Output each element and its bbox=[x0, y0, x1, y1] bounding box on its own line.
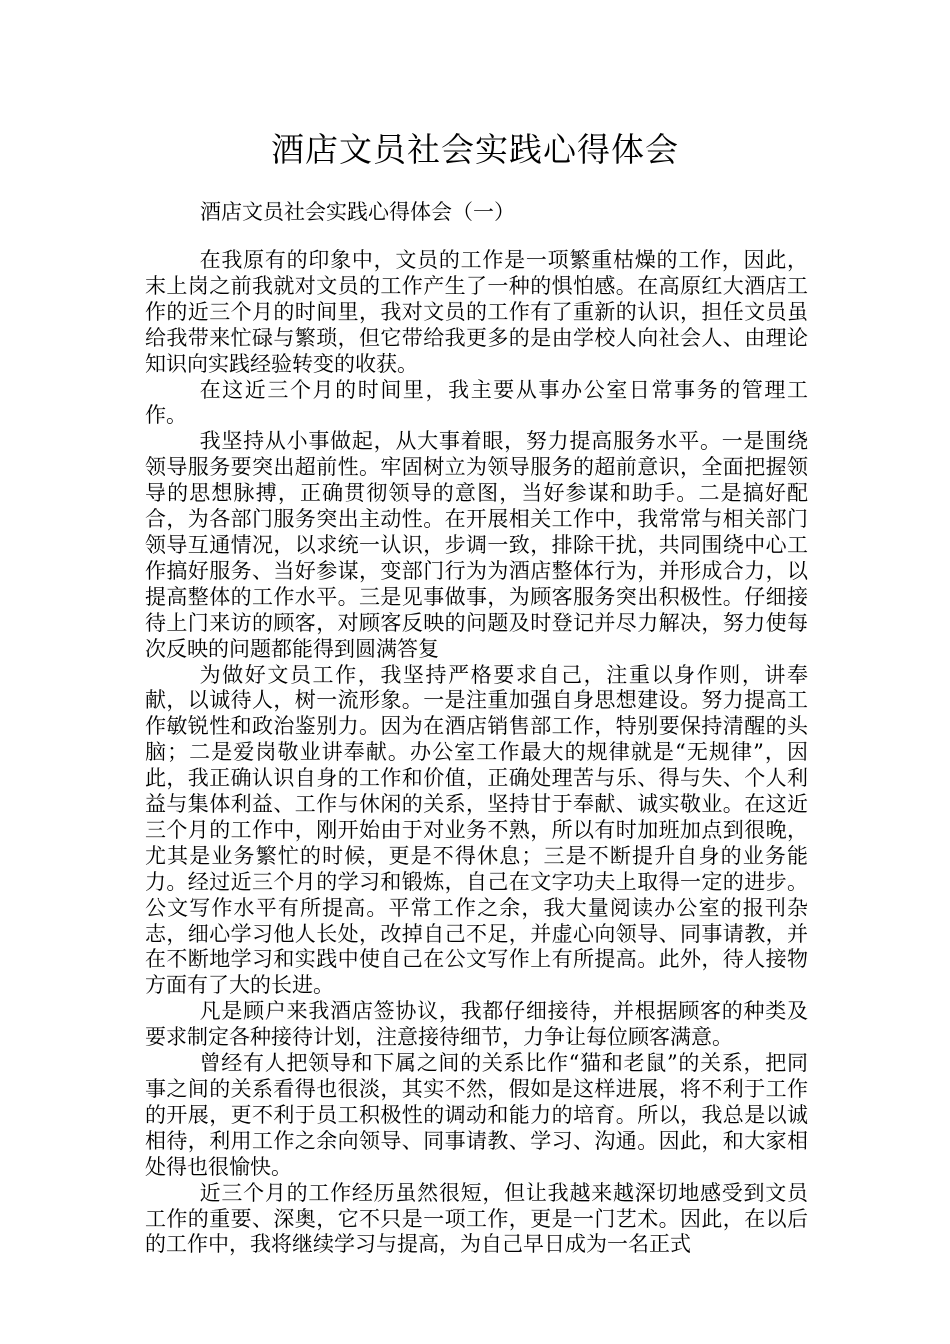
paragraph: 我坚持从小事做起，从大事着眼，努力提高服务水平。一是围绕领导服务要突出超前性。牢固树立为领导服务的超前意识，全面把握领导的思想脉搏，正确贯彻领导的意图，当好参谋和助手。二是搞好配合，为各部门服务突出主动性。在开展相关工作中，我常常与相关部门领导互通情况，以求统一认识，步调一致，排除干扰，共同围绕中心工作搞好服务、当好参谋，变部门行为为酒店整体行为，并形成合力，以提高整体的工作水平。三是见事做事，为顾客服务突出积极性。仔细接待上门来访的顾客，对顾客反映的问题及时登记并尽力解决，努力使每次反映的问题都能得到圆满答复 bbox=[145, 429, 808, 661]
paragraph: 为做好文员工作，我坚持严格要求自己，注重以身作则，讲奉献，以诚待人，树一流形象。一是注重加强自身思想建设。努力提高工作敏锐性和政治鉴别力。因为在酒店销售部工作，特别要保持清醒的头脑；二是爱岗敬业讲奉献。办公室工作最大的规律就是“无规律”，因此，我正确认识自身的工作和价值，正确处理苦与乐、得与失、个人利益与集体利益、工作与休闲的关系，坚持甘于奉献、诚实敬业。在这近三个月的工作中，刚开始由于对业务不熟，所以有时加班加点到很晚，尤其是业务繁忙的时候，更是不得休息；三是不断提升自身的业务能力。经过近三个月的学习和锻炼，自己在文字功夫上取得一定的进步。公文写作水平有所提高。平常工作之余，我大量阅读办公室的报刊杂志，细心学习他人长处，改掉自己不足，并虚心向领导、同事请教，并在不断地学习和实践中使自己在公文写作上有所提高。此外，待人接物方面有了大的长进。 bbox=[145, 662, 808, 998]
paragraph: 曾经有人把领导和下属之间的关系比作“猫和老鼠”的关系，把同事之间的关系看得也很淡，其实不然，假如是这样进展，将不利于工作的开展，更不利于员工积极性的调动和能力的培育。所以，我总是以诚相待，利用工作之余向领导、同事请教、学习、沟通。因此，和大家相处得也很愉快。 bbox=[145, 1051, 808, 1179]
paragraph: 在这近三个月的时间里，我主要从事办公室日常事务的管理工作。 bbox=[145, 377, 808, 428]
document-subtitle: 酒店文员社会实践心得体会（一） bbox=[200, 200, 515, 224]
paragraph: 凡是顾户来我酒店签协议，我都仔细接待，并根据顾客的种类及要求制定各种接待计划，注意接待细节，力争让每位顾客满意。 bbox=[145, 999, 808, 1050]
paragraph: 在我原有的印象中，文员的工作是一项繁重枯燥的工作，因此，末上岗之前我就对文员的工作产生了一种的惧怕感。在高原红大酒店工作的近三个月的时间里，我对文员的工作有了重新的认识，担任文员虽给我带来忙碌与繁琐，但它带给我更多的是由学校人向社会人、由理论知识向实践经验转变的收获。 bbox=[145, 248, 808, 376]
document-title: 酒店文员社会实践心得体会 bbox=[271, 130, 679, 169]
document-body bbox=[145, 248, 808, 1258]
paragraph: 近三个月的工作经历虽然很短，但让我越来越深切地感受到文员工作的重要、深奥，它不只是一项工作，更是一门艺术。因此，在以后的工作中，我将继续学习与提高，为自己早日成为一名正式 bbox=[145, 1180, 808, 1257]
